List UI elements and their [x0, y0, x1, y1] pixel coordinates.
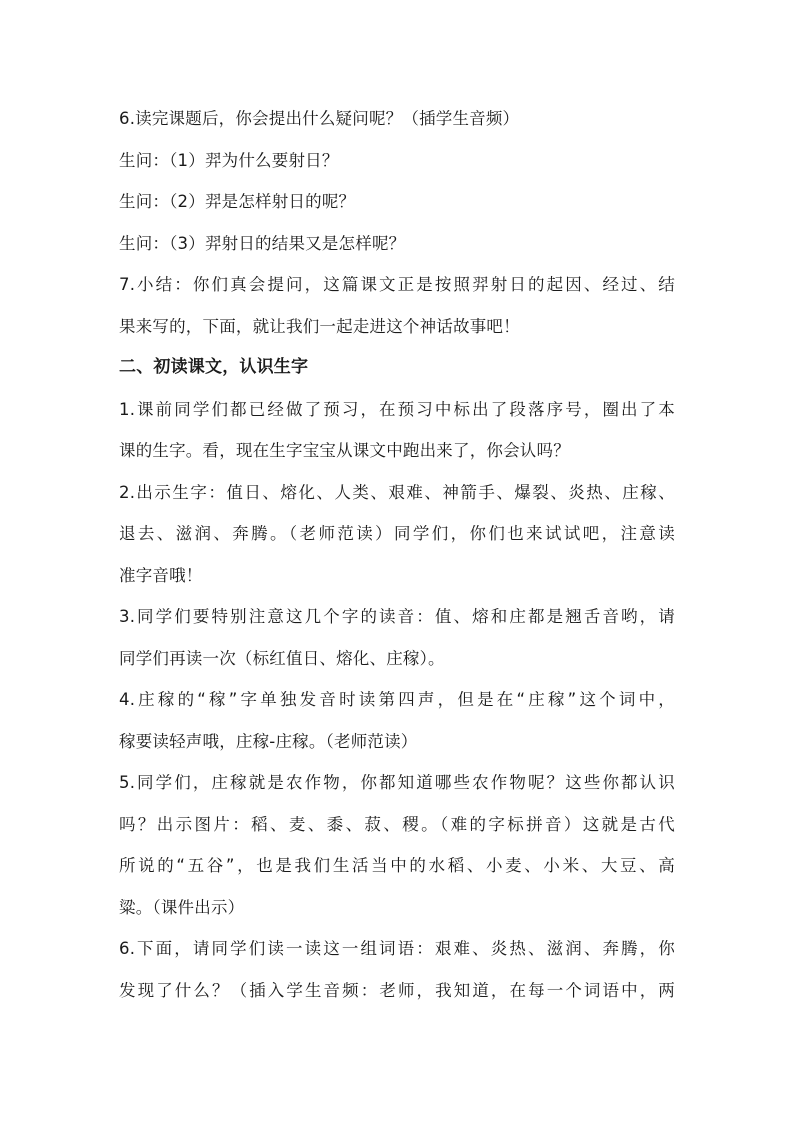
text-line: 稼要读轻声哦，庄稼-庄稼。（老师范读）	[119, 731, 418, 751]
text-line: 粱。（课件出示）	[119, 897, 245, 917]
document-body	[119, 98, 675, 1011]
text-line: 准字音哦！	[119, 565, 203, 585]
text-line: 5.同学们，庄稼就是农作物，你都知道哪些农作物呢？这些你都认识	[119, 773, 675, 792]
text-line: 3.同学们要特别注意这几个字的读音：值、熔和庄都是翘舌音哟，请	[119, 607, 675, 626]
text-line: 生问：（2）羿是怎样射日的呢？	[119, 192, 356, 211]
text-line: 果来写的，下面，就让我们一起走进这个神话故事吧！	[119, 316, 520, 336]
text-line: 2.出示生字：值日、熔化、人类、艰难、神箭手、爆裂、炎热、庄稼、	[119, 482, 675, 502]
text-line: 所说的“五谷”，也是我们生活当中的水稻、小麦、小米、大豆、高	[119, 856, 675, 875]
text-line: 发现了什么？（插入学生音频：老师，我知道，在每一个词语中，两	[119, 980, 675, 1000]
text-line: 6.下面，请同学们读一读这一组词语：艰难、炎热、滋润、奔腾，你	[119, 939, 675, 958]
text-line: 6.读完课题后，你会提出什么疑问呢？（插学生音频）	[119, 109, 520, 128]
text-line: 7.小结：你们真会提问，这篇课文正是按照羿射日的起因、经过、结	[119, 275, 675, 294]
section-heading: 二、初读课文，认识生字	[119, 357, 309, 377]
text-line: 1.课前同学们都已经做了预习，在预习中标出了段落序号，圈出了本	[119, 399, 675, 419]
text-line: 4.庄稼的“稼”字单独发音时读第四声，但是在“庄稼”这个词中，	[119, 690, 675, 709]
text-line: 课的生字。看，现在生字宝宝从课文中跑出来了，你会认吗？	[119, 441, 570, 460]
text-line: 生问：（1）羿为什么要射日？	[119, 150, 339, 170]
text-line: 退去、滋润、奔腾。（老师范读）同学们，你们也来试试吧，注意读	[119, 524, 675, 543]
text-line: 生问：（3）羿射日的结果又是怎样呢？	[119, 233, 406, 253]
text-line: 吗？出示图片：稻、麦、黍、菽、稷。（难的字标拼音）这就是古代	[119, 814, 675, 834]
text-line: 同学们再读一次（标红值日、熔化、庄稼）。	[119, 648, 445, 668]
